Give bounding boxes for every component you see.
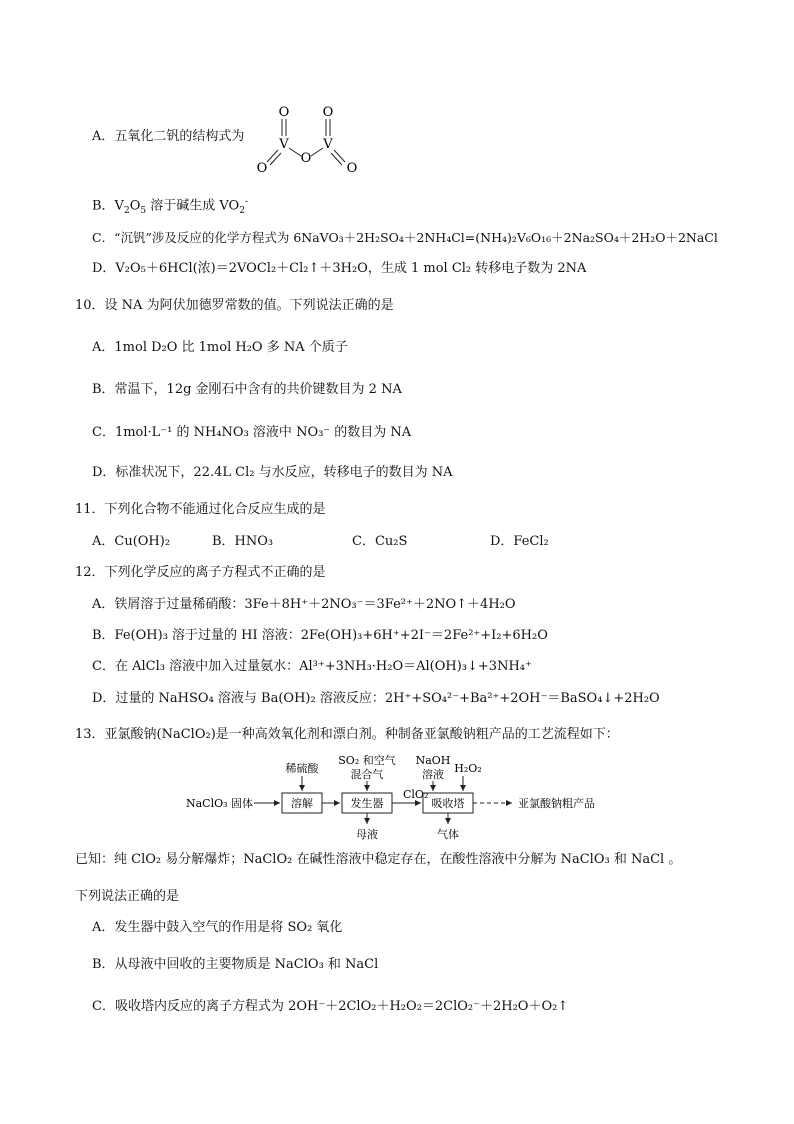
q10-option-a: A．1mol D₂O 比 1mol H₂O 多 NA 个质子 [92,340,348,355]
q13-option-b: B．从母液中回收的主要物质是 NaClO₃ 和 NaCl [92,957,379,972]
q9-option-c: C．“沉钒”涉及反应的化学方程式为 6NaVO₃＋2H₂SO₄＋2NH₄Cl=(NH₄)₂V₆O₁₆＋2Na₂SO₄＋2H₂O＋2NaCl [92,230,718,245]
q9-b-sub2: 5 [140,205,147,216]
q12-stem: 12．下列化学反应的离子方程式不正确的是 [75,565,326,580]
q10-option-b: B．常温下，12g 金刚石中含有的共价键数目为 2 NA [92,382,402,397]
q13-option-c: C．吸收塔内反应的离子方程式为 2OH⁻＋2ClO₂＋H₂O₂＝2ClO₂⁻＋2H₂O＋O₂↑ [92,999,569,1014]
flow-box3-input1b: 溶液 [422,768,444,781]
flow-box3-input2: H₂O₂ [454,762,482,775]
atom-v-right: V [323,137,333,152]
atom-o-top-right: O [322,105,334,120]
q9-b-post: 溶于碱生成 VO [146,198,240,214]
atom-o-bridge: O [300,151,312,166]
atom-v-left: V [279,137,289,152]
v2o5-structure-diagram [248,100,368,180]
flow-box3-output: 气体 [437,828,459,841]
q12-option-c: C．在 AlCl₃ 溶液中加入过量氨水：Al³⁺+3NH₃·H₂O＝Al(OH)₃↓+3NH₄⁺ [92,659,532,674]
q9-option-b [92,193,248,220]
q10-option-c: C．1mol·L⁻¹ 的 NH₄NO₃ 溶液中 NO₃⁻ 的数目为 NA [92,425,412,440]
q9-b-mid: O [129,198,141,214]
atom-o-bottom-right: O [346,161,358,176]
flow-box-absorber-label: 吸收塔 [431,797,465,810]
q10-stem: 10．设 NA 为阿伏加德罗常数的值。下列说法正确的是 [75,298,394,313]
atom-o-top-left: O [278,105,290,120]
flow-box3-input1: NaOH [415,754,451,767]
q11-option-d: D．FeCl₂ [490,534,549,549]
flow-box2-output: 母液 [356,828,378,841]
atom-o-bottom-left: O [256,161,268,176]
q11-option-a: A．Cu(OH)₂ [92,534,171,549]
flow-box2-input-line2: 混合气 [350,768,384,781]
flow-mid-label: ClO₂ [403,788,429,801]
q12-option-b: B．Fe(OH)₃ 溶于过量的 HI 溶液：2Fe(OH)₃+6H⁺+2I⁻＝2Fe²⁺+I₂+6H₂O [92,628,548,643]
q9-b-pre: B．V [92,198,124,214]
q13-option-a: A．发生器中鼓入空气的作用是将 SO₂ 氧化 [92,920,343,935]
q13-stem: 13．亚氯酸钠(NaClO₂)是一种高效氧化剂和漂白剂。种制备亚氯酸钠粗产品的工艺流程如下： [75,727,619,742]
q11-option-c: C．Cu₂S [352,534,408,549]
q9-b-sup: - [244,197,248,207]
flow-box2-input-line1: SO₂ 和空气 [338,754,396,767]
flow-box1-input: 稀硫酸 [285,762,319,775]
q13-known: 已知：纯 ClO₂ 易分解爆炸；NaClO₂ 在碱性溶液中稳定存在，在酸性溶液中分解为 NaClO₃ 和 NaCl 。 [75,852,682,867]
q9-b-sub3: 2 [239,205,245,216]
flow-output-label: 亚氯酸钠粗产品 [518,797,595,810]
flow-box-dissolve-label: 溶解 [291,797,313,810]
q9-b-sub1: 2 [123,205,130,216]
q12-option-d: D．过量的 NaHSO₄ 溶液与 Ba(OH)₂ 溶液反应：2H⁺+SO₄²⁻+Ba²⁺+2OH⁻＝BaSO₄↓+2H₂O [92,691,660,706]
q13-ask: 下列说法正确的是 [75,889,180,904]
process-flow-diagram [180,752,640,842]
flow-input-label: NaClO₃ 固体 [186,797,254,810]
q11-option-b: B．HNO₃ [212,534,274,549]
flow-box-generator-label: 发生器 [350,797,384,810]
q11-stem: 11．下列化合物不能通过化合反应生成的是 [75,502,326,517]
q9-option-a-text: A．五氧化二钒的结构式为 [92,129,245,144]
q12-option-a: A．铁屑溶于过量稀硝酸：3Fe＋8H⁺＋2NO₃⁻＝3Fe²⁺＋2NO↑＋4H₂O [92,597,516,612]
q10-option-d: D．标准状况下，22.4L Cl₂ 与水反应，转移电子的数目为 NA [92,465,453,480]
q9-option-d: D．V₂O₅＋6HCl(浓)＝2VOCl₂＋Cl₂↑＋3H₂O，生成 1 mol Cl₂ 转移电子数为 2NA [92,261,587,276]
